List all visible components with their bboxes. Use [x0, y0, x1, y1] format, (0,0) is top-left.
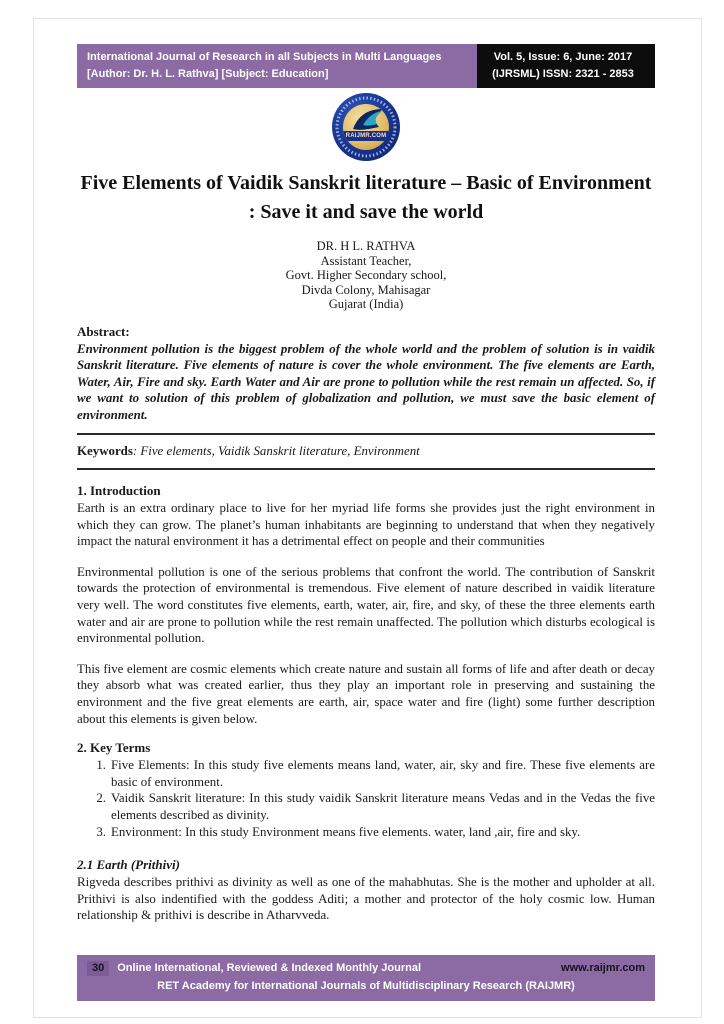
abstract-heading: Abstract:	[77, 323, 130, 339]
list-item-number: 1.	[96, 758, 106, 773]
author-country: Gujarat (India)	[328, 297, 404, 311]
earth-section-body: Rigveda describes prithivi as divinity as well as one of the mahabhutas. She is the mother and upholder at all. Prithivi is also indentified with the goddess Aditi; a mother and protector of the holy cosmic low. Human relationship & prithivi is describe in Atharvveda.	[77, 875, 655, 923]
footer-left-group	[87, 961, 421, 976]
issn-line: (IJRSML) ISSN: 2321 - 2853	[492, 68, 634, 80]
footer-band	[77, 955, 655, 1001]
author-address: Divda Colony, Mahisagar	[301, 282, 431, 297]
key-terms-list	[77, 757, 655, 840]
page-content	[77, 44, 655, 924]
journal-logo	[332, 93, 400, 161]
footer-website: www.raijmr.com	[561, 962, 645, 974]
author-block	[77, 239, 655, 312]
introduction-paragraph-3: This five element are cosmic elements which create nature and sustain all forms of life and after death or decay they absorb what was created earlier, thus they play an important role in preserving and sustaining the environment and the five great elements are earth, air, space water and fire (light) some further description about this elements is given below.	[77, 661, 655, 726]
author-name: DR. H L. RATHVA	[316, 239, 416, 253]
header-issue-info	[477, 44, 655, 88]
keywords-line	[77, 444, 655, 459]
page-number: 30	[87, 961, 109, 976]
introduction-paragraph-2: Environmental pollution is one of the serious problems that confront the world. The contribution of Sanskrit towards the protection of environmental is tremendous. Five element of nature described in vaidik literature very well. The word constitutes five elements, earth, water, air, fire, and sky, of these the three elements earth water and air are prone to pollution while the rest remain unaffected. The pollution which disturbs ecological is environmental pollution.	[77, 564, 655, 646]
journal-name: International Journal of Research in all Subjects in Multi Languages	[87, 51, 442, 63]
keywords-value: : Five elements, Vaidik Sanskrit literature, Environment	[132, 444, 420, 458]
page-title: Five Elements of Vaidik Sanskrit literature – Basic of Environment : Save it and save the world	[80, 172, 652, 223]
author-institution: Govt. Higher Secondary school,	[285, 268, 447, 282]
list-item	[77, 824, 655, 841]
list-item-number: 2.	[96, 791, 106, 806]
list-item	[77, 790, 655, 823]
author-designation: Assistant Teacher,	[320, 253, 412, 268]
key-terms-heading: 2. Key Terms	[77, 740, 151, 756]
list-item-number: 3.	[96, 824, 106, 839]
divider-top	[77, 433, 655, 435]
issue-line: Vol. 5, Issue: 6, June: 2017	[493, 51, 633, 63]
footer-line-1	[87, 961, 645, 976]
header-journal-info	[77, 44, 477, 88]
logo-ring	[332, 93, 400, 161]
introduction-paragraph-1: Earth is an extra ordinary place to live for her myriad life forms she provides just the right environment in which they can grow. The planet’s human inhabitants are beginning to understand that when they negatively impact the natural environment it has a detrimental effect on people and their communities	[77, 501, 655, 549]
header-band	[77, 44, 655, 88]
list-item-text: Vaidik Sanskrit literature: In this study vaidik Sanskrit literature means Vedas and in the Vedas the five elements described as divinity.	[111, 791, 655, 822]
divider-bottom	[77, 468, 655, 470]
keywords-label: Keywords	[77, 444, 133, 458]
abstract-body: Environment pollution is the biggest problem of the whole world and the problem of solution is in vaidik Sanskrit literature. Five elements of nature is cover the whole environment. The five elements are Earth, Water, Air, Fire and sky. Earth Water and Air are prone to pollution while the rest remain un affected. So, if we want to solution of this problem of globalization and pollution, we must save the basic element of environment.	[77, 341, 655, 422]
footer-academy-line: RET Academy for International Journals of Multidisciplinary Research (RAIJMR)	[157, 980, 575, 992]
list-item-text: Environment: In this study Environment means five elements. water, land ,air, fire and sky.	[111, 824, 581, 839]
footer-journal-type: Online International, Reviewed & Indexed Monthly Journal	[117, 962, 422, 974]
list-item-text: Five Elements: In this study five elements means land, water, air, sky and fire. These five elements are basic of environment.	[111, 758, 655, 789]
author-subject-line: [Author: Dr. H. L. Rathva] [Subject: Education]	[87, 68, 329, 80]
introduction-heading: 1. Introduction	[77, 483, 161, 498]
earth-section-heading: 2.1 Earth (Prithivi)	[77, 857, 180, 873]
list-item	[77, 757, 655, 790]
logo-center	[343, 104, 389, 150]
logo-site-label: RAIJMR.COM	[343, 131, 389, 141]
